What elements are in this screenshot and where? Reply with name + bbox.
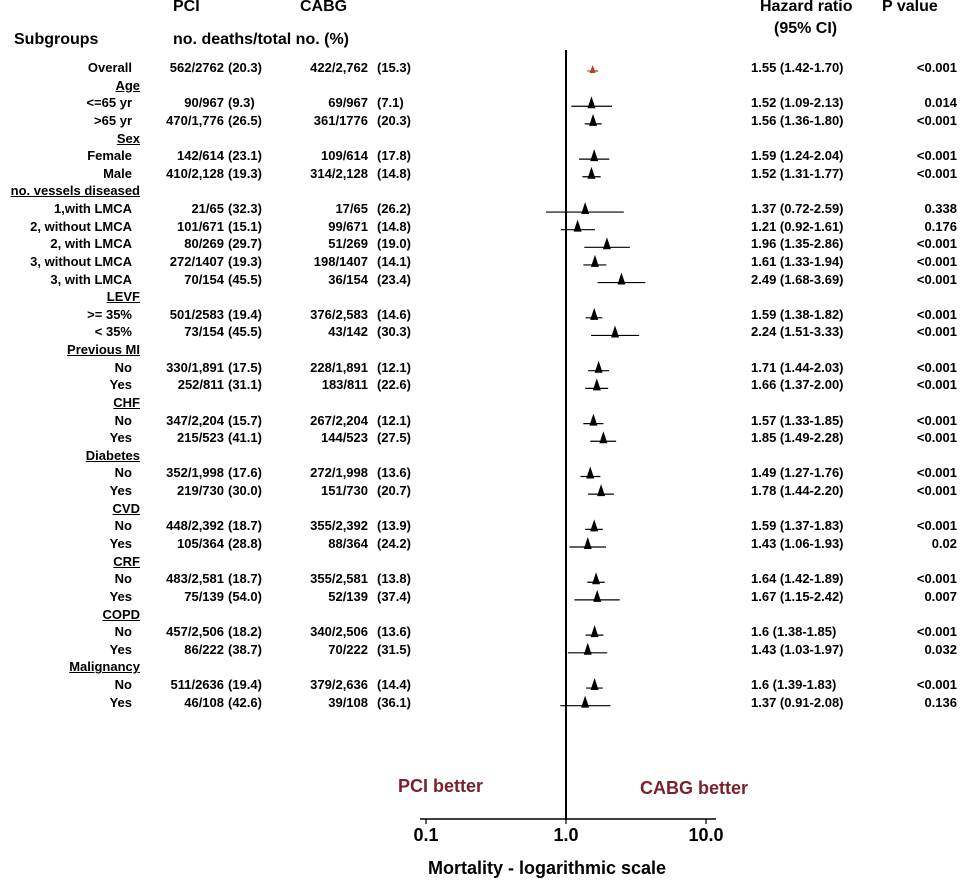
cabg-count: 267/2,204 — [310, 412, 368, 428]
point-estimate-marker — [587, 96, 595, 108]
hazard-ratio-text: 1.66 (1.37-2.00) — [751, 377, 844, 393]
cabg-count: 17/65 — [335, 201, 368, 217]
pci-count: 73/154 — [184, 324, 224, 340]
cabg-count: 376/2,583 — [310, 306, 368, 322]
hazard-ratio-text: 1.6 (1.38-1.85) — [751, 624, 837, 640]
hazard-ratio-text: 1.52 (1.31-1.77) — [751, 165, 844, 181]
x-tick-label: 1.0 — [553, 825, 579, 845]
point-estimate-marker — [592, 572, 600, 584]
group-heading: Age — [115, 77, 140, 93]
group-heading: CHF — [113, 394, 140, 410]
hazard-ratio-text: 1.59 (1.37-1.83) — [751, 518, 844, 534]
cabg-percent: (37.4) — [377, 588, 411, 604]
p-value-text: 0.014 — [924, 95, 957, 111]
header-subgroups: Subgroups — [14, 31, 99, 48]
pci-percent: (15.7) — [228, 412, 262, 428]
point-estimate-marker — [590, 308, 598, 320]
pci-count: 347/2,204 — [166, 412, 224, 428]
row-label: No — [114, 359, 132, 375]
hazard-ratio-text: 1.59 (1.24-2.04) — [751, 148, 844, 164]
cabg-count: 43/142 — [328, 324, 368, 340]
group-heading: Previous MI — [67, 342, 140, 358]
cabg-percent: (13.8) — [377, 571, 411, 587]
row-label: < 35% — [94, 324, 132, 340]
cabg-count: 198/1407 — [313, 253, 368, 269]
hazard-ratio-text: 1.52 (1.09-2.13) — [751, 95, 844, 111]
pci-count: 448/2,392 — [166, 518, 224, 534]
group-heading: CVD — [112, 500, 140, 516]
group-heading: LEVF — [106, 289, 140, 305]
pci-percent: (9.3) — [228, 95, 255, 111]
pci-count: 457/2,506 — [166, 624, 224, 640]
row-label: Overall — [87, 60, 132, 75]
hazard-ratio-text: 1.78 (1.44-2.20) — [751, 483, 844, 499]
p-value-text: <0.001 — [916, 271, 957, 287]
p-value-text: <0.001 — [916, 306, 957, 322]
cabg-count: 355/2,581 — [310, 571, 368, 587]
hazard-ratio-text: 1.6 (1.39-1.83) — [751, 677, 837, 693]
cabg-count: 69/967 — [328, 95, 368, 111]
cabg-count: 379/2,636 — [310, 677, 368, 693]
cabg-count: 314/2,128 — [310, 165, 368, 181]
cabg-count: 51/269 — [328, 236, 368, 252]
group-heading: no. vessels diseased — [10, 183, 140, 199]
row-label: Yes — [109, 483, 132, 499]
pci-count: 511/2636 — [170, 677, 224, 693]
pci-percent: (54.0) — [228, 588, 262, 604]
pci-percent: (41.1) — [228, 430, 262, 446]
hazard-ratio-text: 1.55 (1.42-1.70) — [751, 60, 844, 75]
point-estimate-marker — [617, 273, 625, 285]
cabg-percent: (20.7) — [377, 483, 411, 499]
hazard-ratio-text: 1.59 (1.38-1.82) — [751, 306, 844, 322]
pci-count: 75/139 — [184, 588, 224, 604]
point-estimate-marker — [593, 378, 601, 390]
p-value-text: <0.001 — [916, 430, 957, 446]
hazard-ratio-text: 1.49 (1.27-1.76) — [751, 465, 844, 481]
pci-count: 562/2762 — [169, 60, 224, 75]
pci-percent: (18.7) — [228, 571, 262, 587]
pci-percent: (30.0) — [228, 483, 262, 499]
pci-count: 470/1,776 — [166, 112, 224, 128]
cabg-percent: (30.3) — [377, 324, 411, 340]
row-label: <=65 yr — [86, 95, 132, 111]
p-value-text: 0.02 — [931, 536, 957, 551]
point-estimate-marker — [593, 590, 601, 602]
pci-percent: (45.5) — [228, 324, 262, 340]
point-estimate-marker — [595, 361, 603, 373]
pci-percent: (18.2) — [228, 624, 262, 640]
point-estimate-marker — [587, 167, 595, 179]
header-pci: PCI — [173, 0, 200, 15]
cabg-percent: (14.4) — [377, 677, 411, 693]
row-label: Female — [87, 148, 132, 164]
p-value-text: 0.136 — [924, 694, 957, 710]
cabg-count: 228/1,891 — [310, 359, 368, 375]
header-p-value: P value — [882, 0, 938, 15]
pci-count: 105/364 — [177, 536, 224, 551]
cabg-percent: (24.2) — [377, 536, 411, 551]
p-value-text: <0.001 — [916, 377, 957, 393]
p-value-text: <0.001 — [916, 324, 957, 340]
row-label: >65 yr — [94, 112, 132, 128]
point-estimate-marker — [611, 325, 619, 337]
cabg-percent: (23.4) — [377, 271, 411, 287]
p-value-text: <0.001 — [916, 571, 957, 587]
group-heading: COPD — [102, 606, 140, 622]
cabg-count: 151/730 — [321, 483, 368, 499]
cabg-percent: (26.2) — [377, 201, 411, 217]
pci-percent: (31.1) — [228, 377, 262, 393]
row-label: Male — [103, 165, 132, 181]
hazard-ratio-text: 1.96 (1.35-2.86) — [751, 236, 844, 252]
pci-count: 501/2583 — [169, 306, 224, 322]
pci-count: 215/523 — [177, 430, 224, 446]
cabg-percent: (13.6) — [377, 624, 411, 640]
cabg-percent: (27.5) — [377, 430, 411, 446]
p-value-text: <0.001 — [916, 165, 957, 181]
cabg-count: 422/2,762 — [310, 60, 368, 75]
cabg-percent: (14.8) — [377, 218, 411, 234]
point-estimate-marker — [591, 255, 599, 267]
group-heading: CRF — [113, 553, 140, 569]
cabg-count: 272/1,998 — [310, 465, 368, 481]
p-value-text: <0.001 — [916, 60, 957, 75]
hazard-ratio-text: 1.85 (1.49-2.28) — [751, 430, 844, 446]
row-label: No — [114, 571, 132, 587]
cabg-count: 340/2,506 — [310, 624, 368, 640]
pci-percent: (42.6) — [228, 694, 262, 710]
p-value-text: 0.338 — [924, 201, 957, 217]
row-label: 3, with LMCA — [50, 271, 132, 287]
p-value-text: 0.007 — [924, 588, 957, 604]
pci-count: 142/614 — [177, 148, 224, 164]
point-estimate-marker — [574, 220, 582, 232]
point-estimate-marker — [589, 414, 597, 426]
p-value-text: <0.001 — [916, 483, 957, 499]
pci-percent: (29.7) — [228, 236, 262, 252]
cabg-percent: (7.1) — [377, 95, 404, 111]
cabg-count: 109/614 — [321, 148, 368, 164]
x-tick-label: 0.1 — [413, 825, 439, 845]
row-label: >= 35% — [87, 306, 132, 322]
pci-percent: (17.6) — [228, 465, 262, 481]
p-value-text: <0.001 — [916, 677, 957, 693]
pci-percent: (23.1) — [228, 148, 262, 164]
cabg-percent: (19.0) — [377, 236, 411, 252]
cabg-percent: (14.8) — [377, 165, 411, 181]
point-estimate-marker — [590, 65, 596, 73]
cabg-count: 361/1776 — [313, 112, 368, 128]
cabg-count: 88/364 — [328, 536, 368, 551]
cabg-percent: (12.1) — [377, 412, 411, 428]
cabg-count: 99/671 — [328, 218, 368, 234]
p-value-text: <0.001 — [916, 253, 957, 269]
point-estimate-marker — [581, 202, 589, 214]
pci-count: 483/2,581 — [166, 571, 224, 587]
cabg-percent: (31.5) — [377, 641, 411, 657]
pci-percent: (18.7) — [228, 518, 262, 534]
p-value-text: <0.001 — [916, 465, 957, 481]
row-label: No — [114, 677, 132, 693]
pci-better-label: PCI better — [398, 776, 484, 796]
p-value-text: <0.001 — [916, 624, 957, 640]
row-label: 2, without LMCA — [30, 218, 132, 234]
cabg-count: 36/154 — [328, 271, 368, 287]
point-estimate-marker — [591, 625, 599, 637]
cabg-percent: (14.1) — [377, 253, 411, 269]
row-label: Yes — [109, 536, 132, 551]
pci-percent: (28.8) — [228, 536, 262, 551]
pci-count: 80/269 — [184, 236, 224, 252]
hazard-ratio-text: 1.61 (1.33-1.94) — [751, 253, 844, 269]
p-value-text: <0.001 — [916, 236, 957, 252]
row-label: Yes — [109, 588, 132, 604]
row-label: 3, without LMCA — [30, 253, 132, 269]
pci-count: 410/2,128 — [166, 165, 224, 181]
group-heading: Malignancy — [69, 659, 140, 675]
cabg-percent: (14.6) — [377, 306, 411, 322]
point-estimate-marker — [581, 696, 589, 708]
p-value-text: 0.176 — [924, 218, 957, 234]
cabg-percent: (13.9) — [377, 518, 411, 534]
row-label: No — [114, 465, 132, 481]
hazard-ratio-text: 1.64 (1.42-1.89) — [751, 571, 844, 587]
pci-percent: (17.5) — [228, 359, 262, 375]
row-label: 1,with LMCA — [54, 201, 132, 217]
pci-percent: (19.3) — [228, 253, 262, 269]
row-label: No — [114, 518, 132, 534]
row-label: No — [114, 412, 132, 428]
point-estimate-marker — [597, 484, 605, 496]
hazard-ratio-text: 1.43 (1.03-1.97) — [751, 641, 844, 657]
pci-count: 272/1407 — [169, 253, 224, 269]
pci-count: 252/811 — [177, 377, 224, 393]
pci-count: 46/108 — [184, 694, 224, 710]
header-ci: (95% CI) — [774, 20, 838, 37]
cabg-count: 70/222 — [328, 641, 368, 657]
hazard-ratio-text: 1.56 (1.36-1.80) — [751, 112, 844, 128]
cabg-count: 52/139 — [328, 588, 368, 604]
cabg-better-label: CABG better — [640, 778, 749, 798]
x-axis-title: Mortality - logarithmic scale — [428, 858, 667, 878]
pci-count: 86/222 — [184, 641, 224, 657]
p-value-text: 0.032 — [924, 641, 957, 657]
cabg-percent: (20.3) — [377, 112, 411, 128]
pci-percent: (20.3) — [228, 60, 262, 75]
pci-count: 330/1,891 — [166, 359, 224, 375]
hazard-ratio-text: 1.37 (0.72-2.59) — [751, 201, 844, 217]
cabg-count: 183/811 — [321, 377, 368, 393]
pci-count: 21/65 — [191, 201, 224, 217]
cabg-count: 39/108 — [328, 694, 368, 710]
cabg-percent: (15.3) — [377, 60, 411, 75]
pci-percent: (32.3) — [228, 201, 262, 217]
pci-percent: (45.5) — [228, 271, 262, 287]
point-estimate-marker — [591, 678, 599, 690]
group-heading: Diabetes — [85, 447, 140, 463]
point-estimate-marker — [584, 643, 592, 655]
cabg-percent: (36.1) — [377, 694, 411, 710]
point-estimate-marker — [590, 149, 598, 161]
row-label: Yes — [109, 430, 132, 446]
hazard-ratio-text: 1.21 (0.92-1.61) — [751, 218, 844, 234]
point-estimate-marker — [584, 537, 592, 549]
pci-count: 219/730 — [177, 483, 224, 499]
hazard-ratio-text: 1.43 (1.06-1.93) — [751, 536, 844, 551]
cabg-percent: (12.1) — [377, 359, 411, 375]
group-heading: Sex — [116, 130, 140, 146]
p-value-text: <0.001 — [916, 112, 957, 128]
p-value-text: <0.001 — [916, 359, 957, 375]
point-estimate-marker — [603, 237, 611, 249]
row-label: No — [114, 624, 132, 640]
pci-percent: (19.4) — [228, 306, 262, 322]
row-label: Yes — [109, 641, 132, 657]
row-label: Yes — [109, 694, 132, 710]
cabg-count: 144/523 — [321, 430, 368, 446]
pci-count: 352/1,998 — [166, 465, 224, 481]
cabg-percent: (17.8) — [377, 148, 411, 164]
pci-count: 70/154 — [184, 271, 224, 287]
row-label: Yes — [109, 377, 132, 393]
hazard-ratio-text: 1.71 (1.44-2.03) — [751, 359, 844, 375]
pci-percent: (19.4) — [228, 677, 262, 693]
pci-percent: (38.7) — [228, 641, 262, 657]
header-counts: no. deaths/total no. (%) — [173, 31, 349, 48]
cabg-count: 355/2,392 — [310, 518, 368, 534]
header-hazard-ratio: Hazard ratio — [760, 0, 853, 15]
p-value-text: <0.001 — [916, 412, 957, 428]
row-label: 2, with LMCA — [50, 236, 132, 252]
p-value-text: <0.001 — [916, 148, 957, 164]
hazard-ratio-text: 2.24 (1.51-3.33) — [751, 324, 844, 340]
hazard-ratio-text: 1.67 (1.15-2.42) — [751, 588, 844, 604]
header-cabg: CABG — [300, 0, 348, 15]
cabg-percent: (22.6) — [377, 377, 411, 393]
pci-percent: (19.3) — [228, 165, 262, 181]
pci-count: 101/671 — [177, 218, 224, 234]
point-estimate-marker — [599, 431, 607, 443]
point-estimate-marker — [586, 466, 594, 478]
point-estimate-marker — [590, 519, 598, 531]
x-tick-label: 10.0 — [688, 825, 724, 845]
pci-percent: (26.5) — [228, 112, 262, 128]
pci-percent: (15.1) — [228, 218, 262, 234]
hazard-ratio-text: 2.49 (1.68-3.69) — [751, 271, 844, 287]
hazard-ratio-text: 1.37 (0.91-2.08) — [751, 694, 844, 710]
cabg-percent: (13.6) — [377, 465, 411, 481]
pci-count: 90/967 — [184, 95, 224, 111]
hazard-ratio-text: 1.57 (1.33-1.85) — [751, 412, 844, 428]
point-estimate-marker — [589, 114, 597, 126]
p-value-text: <0.001 — [916, 518, 957, 534]
